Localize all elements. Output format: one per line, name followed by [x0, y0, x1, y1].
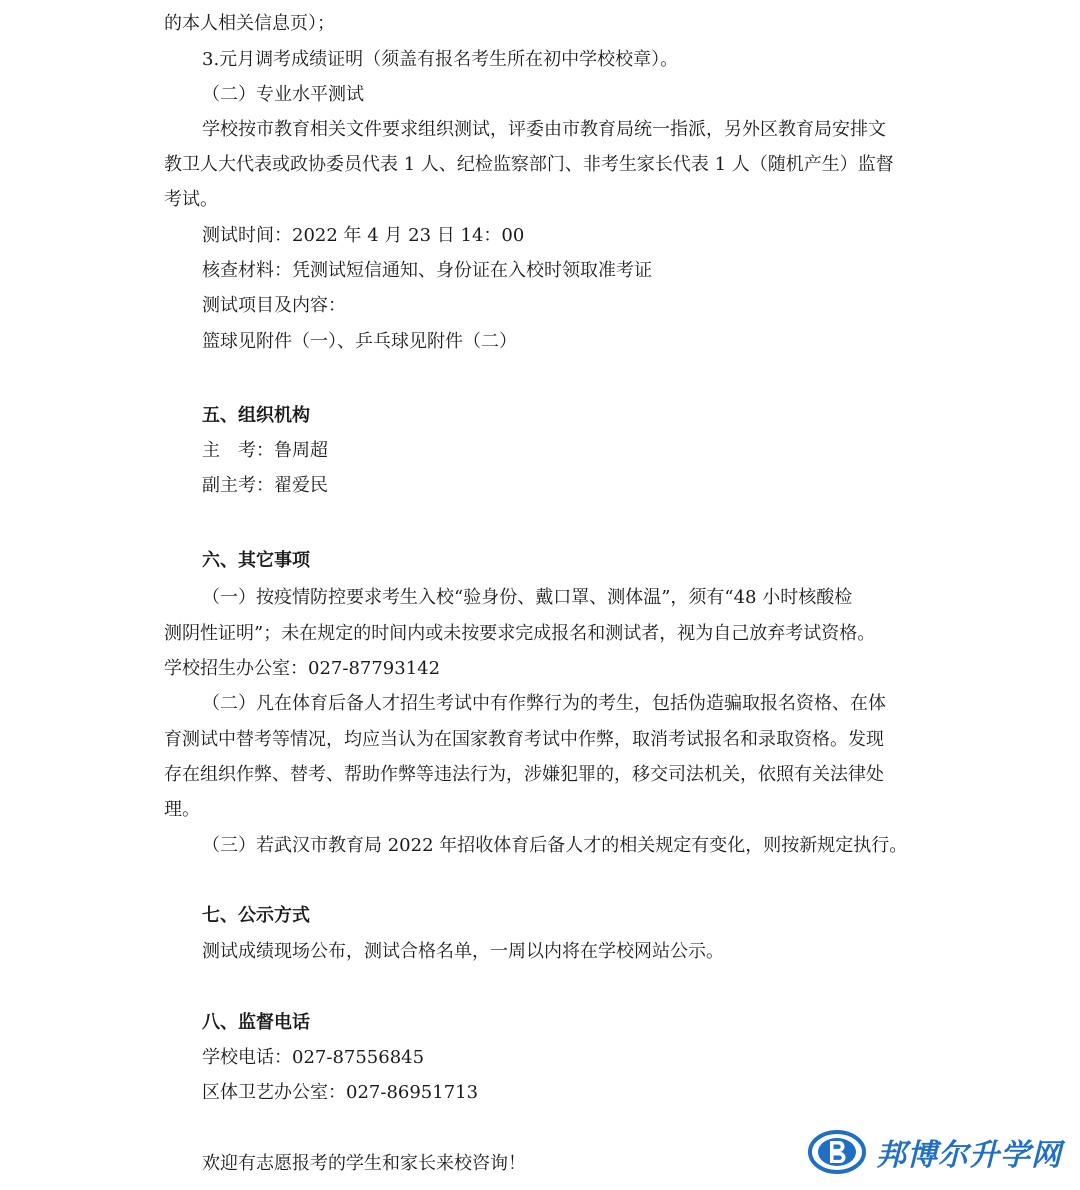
section-heading: 八、监督电话: [202, 1012, 310, 1033]
section-heading: 六、其它事项: [202, 550, 310, 571]
text-line: 考试。: [164, 189, 218, 210]
text-line: 存在组织作弊、替考、帮助作弊等违法行为，涉嫌犯罪的，移交司法机关，依照有关法律处: [164, 764, 884, 785]
text-line: 核查材料：凭测试短信通知、身份证在入校时领取准考证: [202, 260, 652, 281]
phone-line: 区体卫艺办公室：027-86951713: [202, 1082, 479, 1103]
text-line: 教卫人大代表或政协委员代表 1 人、纪检监察部门、非考生家长代表 1 人（随机产生）监督: [164, 154, 894, 175]
text-line: 测阴性证明”；未在规定的时间内或未按要求完成报名和测试者，视为自己放弃考试资格。: [164, 623, 876, 644]
text-line: 的本人相关信息页）；: [164, 13, 335, 34]
subsection-heading: （二）专业水平测试: [202, 84, 364, 105]
text-line: （三）若武汉市教育局 2022 年招收体育后备人才的相关规定有变化，则按新规定执行。: [202, 835, 908, 856]
site-watermark: [806, 1126, 1062, 1178]
text-line: 测试时间：2022 年 4 月 23 日 14：00: [202, 225, 525, 246]
text-line: 理。: [164, 799, 200, 820]
closing-line: 欢迎有志愿报考的学生和家长来校咨询！: [202, 1153, 526, 1174]
text-line: 测试项目及内容：: [202, 295, 346, 316]
section-heading: 七、公示方式: [202, 905, 310, 926]
watermark-text: 邦博尔升学网: [876, 1138, 1062, 1173]
text-line: 篮球见附件（一）、乒乓球见附件（二）: [202, 331, 517, 352]
section-heading: 五、组织机构: [202, 405, 310, 426]
text-line: 测试成绩现场公布，测试合格名单，一周以内将在学校网站公示。: [202, 941, 724, 962]
text-line: 主 考：鲁周超: [202, 440, 328, 461]
text-line: （二）凡在体育后备人才招生考试中有作弊行为的考生，包括伪造骗取报名资格、在体: [202, 693, 886, 714]
phone-line: 学校招生办公室：027-87793142: [164, 658, 441, 679]
text-line: 3.元月调考成绩证明（须盖有报名考生所在初中学校校章）。: [202, 49, 679, 70]
text-line: 育测试中替考等情况，均应当认为在国家教育考试中作弊，取消考试报名和录取资格。发现: [164, 729, 884, 750]
text-line: （一）按疫情防控要求考生入校“验身份、戴口罩、测体温”，须有“48 小时核酸检: [202, 587, 853, 608]
text-line: 学校按市教育相关文件要求组织测试，评委由市教育局统一指派，另外区教育局安排文: [202, 119, 886, 140]
text-line: 副主考：翟爱民: [202, 475, 328, 496]
phone-line: 学校电话：027-87556845: [202, 1047, 425, 1068]
b-logo-icon: [806, 1126, 868, 1178]
